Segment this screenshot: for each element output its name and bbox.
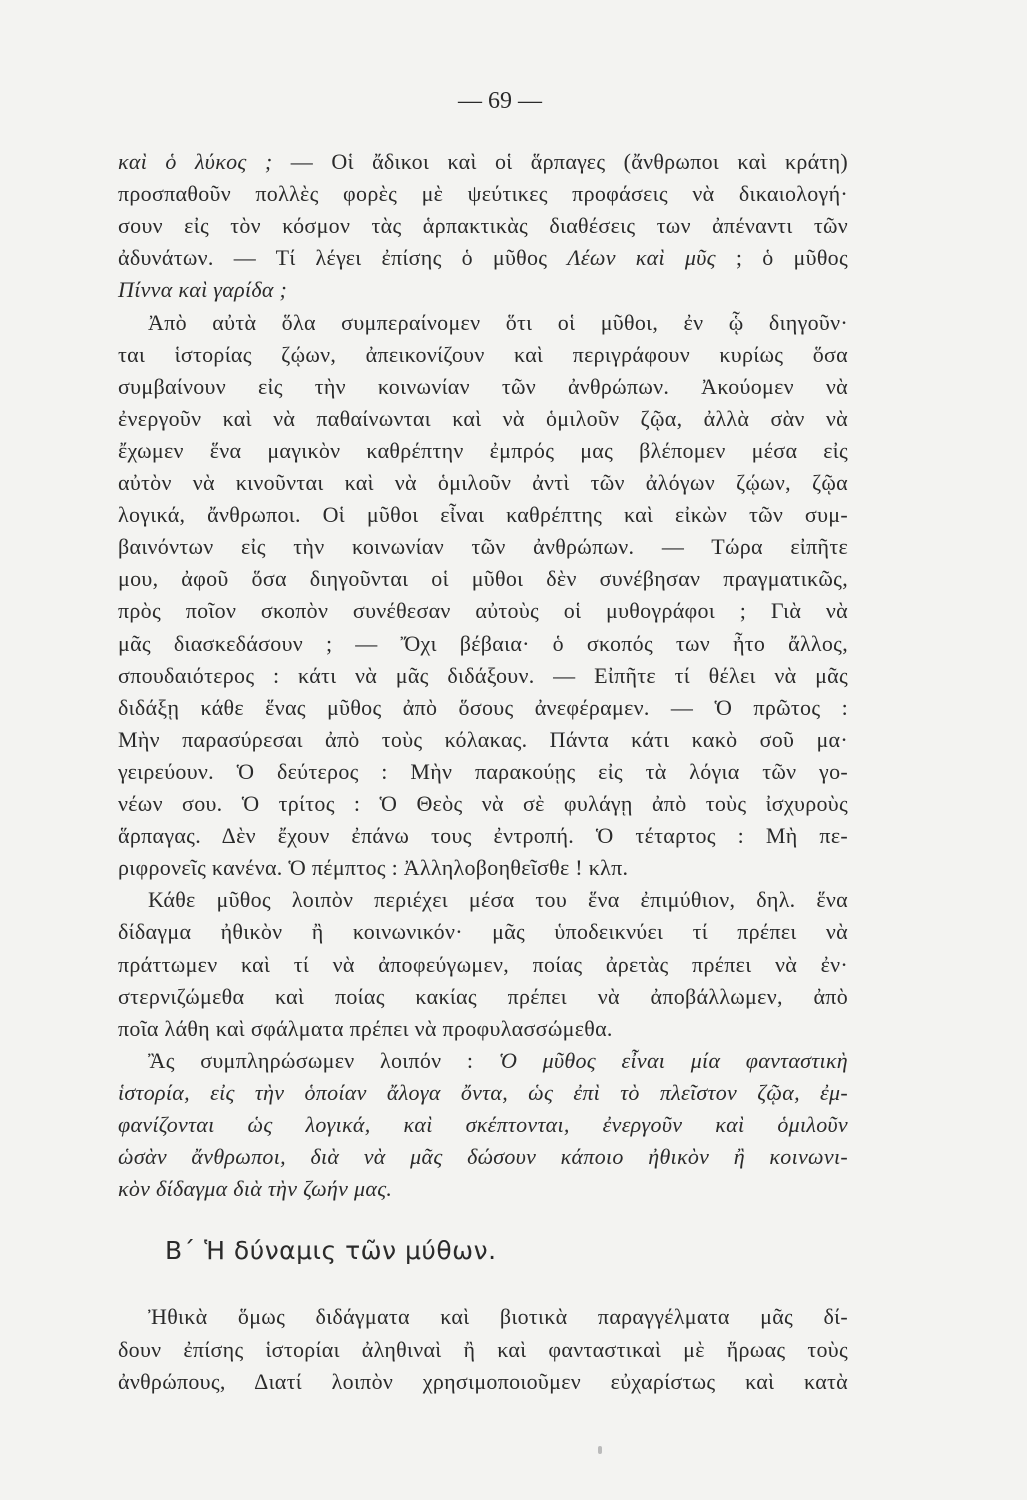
text-segment: Μὴν παρασύρεσαι ἀπὸ τοὺς κόλακας. Πάντα κάτι κακὸ σοῦ μα· xyxy=(118,726,848,752)
text-segment: συμβαίνουν εἰς τὴν κοινωνίαν τῶν ἀνθρώπων. Ἀκούομεν νὰ xyxy=(118,373,848,399)
scan-speck xyxy=(598,1446,602,1454)
text-segment: στερνιζώμεθα καὶ ποίας κακίας πρέπει νὰ ἀποβάλλωμεν, ἀπὸ xyxy=(118,983,848,1009)
italic-text: φανίζονται ὡς λογικά, καὶ σκέπτονται, ἐνεργοῦν καὶ ὁμιλοῦν xyxy=(118,1112,848,1137)
text-segment: νέων σου. Ὁ τρίτος : Ὁ Θεὸς νὰ σὲ φυλάγῃ ἀπὸ τοὺς ἰσχυροὺς xyxy=(118,791,848,816)
text-segment: ἅρπαγας. Δὲν ἔχουν ἐπάνω τους ἐντροπή. Ὁ τέταρτος : Μὴ πε- xyxy=(118,823,848,849)
text-segment: Ἂς συμπληρώσωμεν λοιπόν : xyxy=(148,1047,499,1073)
text-line xyxy=(118,853,848,883)
text-segment: Ἠθικὰ ὅμως διδάγματα καὶ βιοτικὰ παραγγέλματα μᾶς δί- xyxy=(148,1304,848,1329)
text-segment: σπουδαιότερος : κάτι νὰ μᾶς διδάξουν. — Εἰπῆτε τί θέλει νὰ μᾶς xyxy=(118,662,848,688)
text-line xyxy=(148,1046,848,1076)
text-segment: σουν εἰς τὸν κόσμον τὰς ἁρπακτικὰς διαθέσεις των ἀπέναντι τῶν xyxy=(118,213,848,239)
text-line xyxy=(118,500,848,530)
text-line xyxy=(118,179,848,209)
text-line xyxy=(118,1078,848,1108)
text-line xyxy=(118,629,848,659)
text-line xyxy=(118,596,848,626)
text-segment: — Οἱ ἄδικοι καὶ οἱ ἅρπαγες (ἄνθρωποι καὶ κράτη) xyxy=(272,149,849,174)
text-segment: διδάξῃ κάθε ἕνας μῦθος ἀπὸ ὅσους ἀνεφέραμεν. — Ὁ πρῶτος : xyxy=(118,694,848,720)
text-line xyxy=(118,340,848,370)
text-line xyxy=(118,211,848,241)
italic-text: καὶ ὁ λύκος ; xyxy=(118,149,273,174)
text-segment: ἐνεργοῦν καὶ νὰ παθαίνωνται καὶ νὰ ὁμιλοῦν ζῷα, ἀλλὰ σὰν νὰ xyxy=(118,405,848,431)
text-line xyxy=(118,564,848,594)
text-line xyxy=(118,821,848,851)
text-segment: Ἀπὸ αὐτὰ ὅλα συμπεραίνομεν ὅτι οἱ μῦθοι, ἐν ᾧ διηγοῦν· xyxy=(148,309,848,335)
text-segment: δουν ἐπίσης ἱστορίαι ἀληθιναὶ ἢ καὶ φανταστικαὶ μὲ ἥρωας τοὺς xyxy=(118,1336,848,1362)
text-line xyxy=(148,308,848,338)
text-segment: πράττωμεν καὶ τί νὰ ἀποφεύγωμεν, ποίας ἀρετὰς πρέπει νὰ ἐν· xyxy=(118,951,848,977)
text-segment: βαινόντων εἰς τὴν κοινωνίαν τῶν ἀνθρώπων. — Τώρα εἰπῆτε xyxy=(118,534,848,560)
text-line xyxy=(118,757,848,787)
text-line xyxy=(118,243,848,273)
text-line xyxy=(148,885,848,915)
italic-text: ὡσὰν ἄνθρωποι, διὰ νὰ μᾶς δώσουν κάποιο ἠθικὸν ἢ κοινωνι- xyxy=(118,1144,848,1170)
text-line xyxy=(118,1110,848,1140)
text-segment: δίδαγμα ἠθικὸν ἢ κοινωνικόν· μᾶς ὑποδεικνύει τί πρέπει νὰ xyxy=(118,919,848,945)
text-line xyxy=(118,275,848,305)
text-segment: ται ἱστορίας ζῴων, ἀπεικονίζουν καὶ περιγράφουν κυρίως ὅσα xyxy=(118,341,848,367)
text-line xyxy=(118,1367,848,1397)
text-line xyxy=(118,436,848,466)
text-segment: αὐτὸν νὰ κινοῦνται καὶ νὰ ὁμιλοῦν ἀντὶ τῶν ἀλόγων ζῴων, ζῷα xyxy=(118,470,848,495)
text-line xyxy=(118,1014,848,1044)
text-segment: μᾶς διασκεδάσουν ; — Ὄχι βέβαια· ὁ σκοπός των ἦτο ἄλλος, xyxy=(118,630,848,656)
text-line xyxy=(118,532,848,562)
text-segment: πρὸς ποῖον σκοπὸν συνέθεσαν αὐτοὺς οἱ μυθογράφοι ; Γιὰ νὰ xyxy=(118,598,848,624)
text-line xyxy=(148,1302,848,1332)
text-segment: γειρεύουν. Ὁ δεύτερος : Μὴν παρακούῃς εἰς τὰ λόγια τῶν γο- xyxy=(118,758,848,784)
italic-text: Λέων καὶ μῦς xyxy=(567,245,716,271)
text-line xyxy=(118,468,848,498)
text-line xyxy=(118,661,848,691)
section-heading: Β΄ Ἡ δύναμις τῶν μύθων. xyxy=(165,1236,497,1265)
text-line xyxy=(118,1335,848,1365)
text-line xyxy=(118,950,848,980)
italic-text: κὸν δίδαγμα διὰ τὴν ζωήν μας. xyxy=(118,1176,393,1202)
text-line xyxy=(118,1142,848,1172)
page-number: — 69 — xyxy=(458,88,542,114)
text-segment: μου, ἀφοῦ ὅσα διηγοῦνται οἱ μῦθοι δὲν συνέβησαν πραγματικῶς, xyxy=(118,566,848,592)
text-segment: ἀδυνάτων. — Τί λέγει ἐπίσης ὁ μῦθος xyxy=(118,245,568,271)
text-line xyxy=(118,917,848,947)
text-line xyxy=(118,147,848,177)
italic-text: Πίννα καὶ γαρίδα ; xyxy=(118,277,288,303)
text-segment: ἔχωμεν ἕνα μαγικὸν καθρέπτην ἐμπρός μας βλέπομεν μέσα εἰς xyxy=(118,437,848,463)
text-line xyxy=(118,725,848,755)
text-line xyxy=(118,404,848,434)
italic-text: Ὁ μῦθος εἶναι μία φανταστικὴ xyxy=(498,1047,848,1073)
text-segment: Κάθε μῦθος λοιπὸν περιέχει μέσα του ἕνα ἐπιμύθιον, δηλ. ἕνα xyxy=(148,887,848,913)
text-line xyxy=(118,789,848,819)
italic-text: ἱστορία, εἰς τὴν ὁποίαν ἄλογα ὄντα, ὡς ἐπὶ τὸ πλεῖστον ζῷα, ἐμ- xyxy=(118,1079,848,1105)
text-segment: προσπαθοῦν πολλὲς φορὲς μὲ ψεύτικες προφάσεις νὰ δικαιολογή· xyxy=(118,181,848,207)
text-segment: ριφρονεῖς κανένα. Ὁ πέμπτος : Ἀλληλοβοηθεῖσθε ! κλπ. xyxy=(118,855,629,881)
text-segment: ; ὁ μῦθος xyxy=(715,245,848,271)
text-line xyxy=(118,693,848,723)
text-segment: ἀνθρώπους, Διατί λοιπὸν χρησιμοποιοῦμεν εὐχαρίστως καὶ κατὰ xyxy=(118,1369,848,1394)
text-segment: ποῖα λάθη καὶ σφάλματα πρέπει νὰ προφυλασσώμεθα. xyxy=(118,1015,613,1041)
text-line xyxy=(118,372,848,402)
text-segment: λογικά, ἄνθρωποι. Οἱ μῦθοι εἶναι καθρέπτης καὶ εἰκὼν τῶν συμ- xyxy=(118,502,848,528)
text-line xyxy=(118,1174,848,1204)
text-line xyxy=(118,982,848,1012)
